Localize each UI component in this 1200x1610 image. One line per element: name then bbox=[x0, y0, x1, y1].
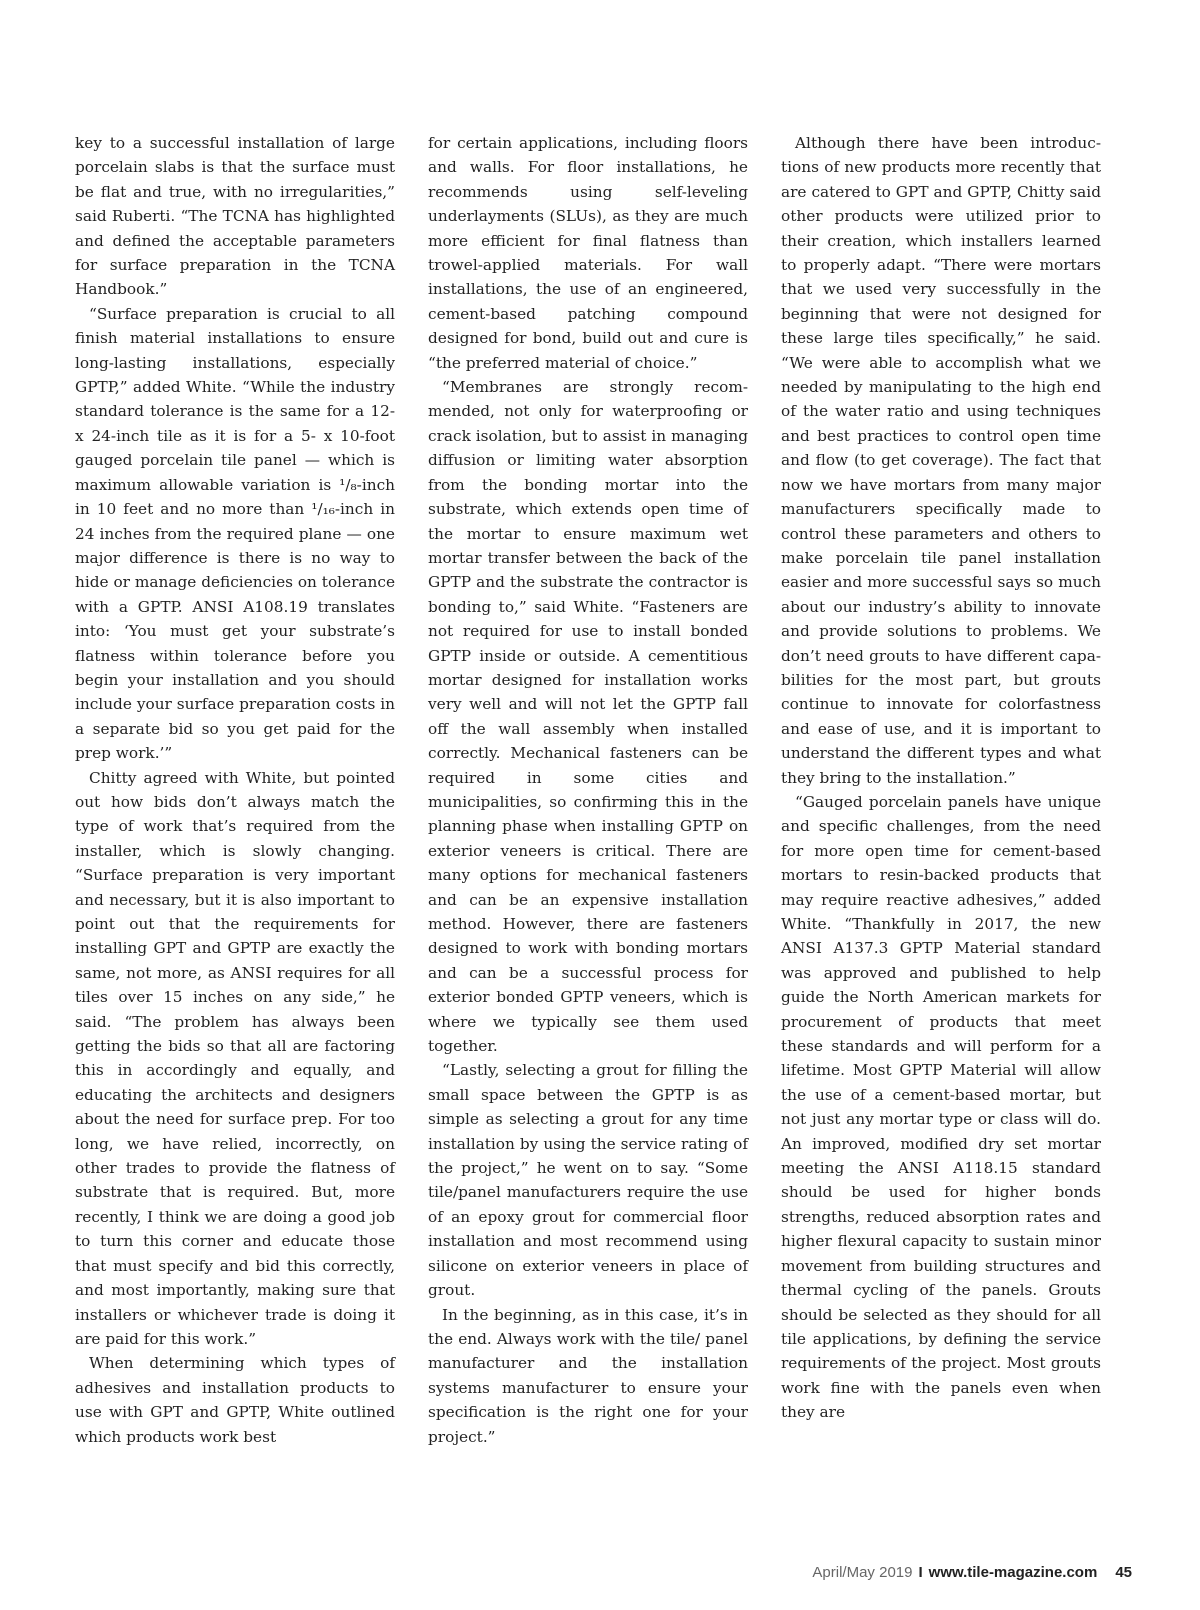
paragraph: Although there have been introductions of new products more recently that are catered to GPT and GPTP, Chitty said other products were utilized prior to their creation, which installers learned to properly adapt. “There were mortars that we used very successfully in the beginning that were not designed for these large tiles specifically,” he said. “We were able to accomplish what we needed by manipulating to the high end of the water ratio and using techniques and best practices to control open time and flow (to get coverage). The fact that now we have mortars from many major manufacturers specifically made to control these parameters and others to make porcelain tile panel installation easier and more successful says so much about our industry’s ability to innovate and provide solutions to problems. We don’t need grouts to have different capabilities for the most part, but grouts continue to innovate for colorfastness and ease of use, and it is important to understand the different types and what they bring to the installation.” bbox=[781, 134, 1101, 787]
paragraph: “Gauged porcelain panels have unique and specific challenges, from the need for more open time for cement-based mortars to resin-backed products that may require reactive adhesives,” added White. “Thankfully in 2017, the new ANSI A137.3 GPTP Material standard was approved and published to help guide the North American markets for procurement of products that meet these standards and will perform for a lifetime. Most GPTP Material will allow the use of a cement-based mortar, but not just any mortar type or class will do. An improved, modified dry set mortar meeting the ANSI A118.15 standard should be used for higher bonds strengths, reduced absorption rates and higher flexural capacity to sustain minor movement from building structures and thermal cycling of the panels. Grouts should be selected as they should for all tile applications, by defining the service requirements of the project. Most grouts work fine with the panels even when they are bbox=[781, 792, 1101, 1422]
paragraph: “Surface preparation is crucial to all finish material installations to ensure long-lasting installations, especially GPTP,” added White. “While the industry standard tolerance is the same for a 12- x 24-inch tile as it is for a 5- x 10-foot gauged porcelain tile panel — which is maximum allowable variation is ¹/₈-inch in 10 feet and no more than ¹/₁₆-inch in 24 inches from the required plane — one major difference is there is no way to hide or manage deficiencies on tolerance with a GPTP. ANSI A108.19 translates into: ‘You must get your substrate’s flatness within tolerance before you begin your installation and you should include your surface preparation costs in a separate bid so you get paid for the prep work.’” bbox=[75, 304, 395, 763]
footer-separator: I bbox=[918, 1564, 923, 1581]
paragraph: “Membranes are strongly recommended, not only for waterproofing or crack isolation, but to assist in managing diffusion or limiting water absorption from the bonding mortar into the substrate, which extends open time of the mortar to ensure maximum wet mortar transfer between the back of the GPTP and the substrate the contractor is bonding to,” said White. “Fasteners are not required for use to install bonded GPTP inside or outside. A cementitious mortar designed for installation works very well and will not let the GPTP fall off the wall assembly when installed correctly. Mechanical fasteners can be required in some cities and municipalities, so confirming this in the planning phase when installing GPTP on exterior veneers is critical. There are many options for mechanical fasteners and can be an expensive installation method. However, there are fasteners designed to work with bonding mortars and can be a successful process for exterior bonded GPTP veneers, which is where we typically see them used together. bbox=[428, 378, 748, 1056]
paragraph: Chitty agreed with White, but pointed out how bids don’t always match the type of work that’s required from the installer, which is slowly changing. “Surface preparation is very important and necessary, but it is also important to point out that the requirements for installing GPT and GPTP are exactly the same, not more, as ANSI requires for all tiles over 15 inches on any side,” he said. “The problem has always been getting the bids so that all are factoring this in accordingly and equally, and educating the architects and designers about the need for surface prep. For too long, we have relied, incorrectly, on other trades to provide the flatness of substrate that is required. But, more recently, I think we are doing a good job to turn this corner and educate those that must specify and bid this correctly, and most importantly, making sure that installers or whichever trade is doing it are paid for this work.” bbox=[75, 768, 395, 1348]
paragraph: When determining which types of adhesives and installation products to use with GPT and GPTP, White outlined which products work best bbox=[75, 1354, 395, 1446]
page-number: 45 bbox=[1115, 1564, 1132, 1581]
article-column-1 bbox=[75, 131, 395, 1449]
issue-date: April/May 2019 bbox=[812, 1564, 913, 1581]
website-link[interactable]: www.tile-magazine.com bbox=[928, 1564, 1098, 1581]
paragraph: for certain applications, including floors and walls. For floor installations, he recommends using self-leveling underlayments (SLUs), as they are much more efficient for final flatness than trowel-applied materials. For wall installations, the use of an engineered, cement-based patching compound designed for bond, build out and cure is “the preferred material of choice.” bbox=[428, 134, 748, 372]
paragraph: key to a successful installation of large porcelain slabs is that the surface must be flat and true, with no irregularities,” said Ruberti. “The TCNA has highlighted and defined the acceptable parameters for surface preparation in the TCNA Handbook.” bbox=[75, 134, 395, 299]
paragraph: “Lastly, selecting a grout for filling the small space between the GPTP is as simple as selecting a grout for any time installation by using the service rating of the project,” he went on to say. “Some tile/panel manufacturers require the use of an epoxy grout for commercial floor installation and most recommend using silicone on exterior veneers in place of grout. bbox=[428, 1061, 748, 1300]
article-column-2 bbox=[428, 131, 748, 1449]
page-footer bbox=[812, 1564, 1132, 1581]
paragraph: In the beginning, as in this case, it’s in the end. Always work with the tile/ panel manufacturer and the installation systems manufacturer to ensure your specification is the right one for your project.” bbox=[428, 1305, 748, 1446]
article-column-3 bbox=[781, 131, 1101, 1425]
